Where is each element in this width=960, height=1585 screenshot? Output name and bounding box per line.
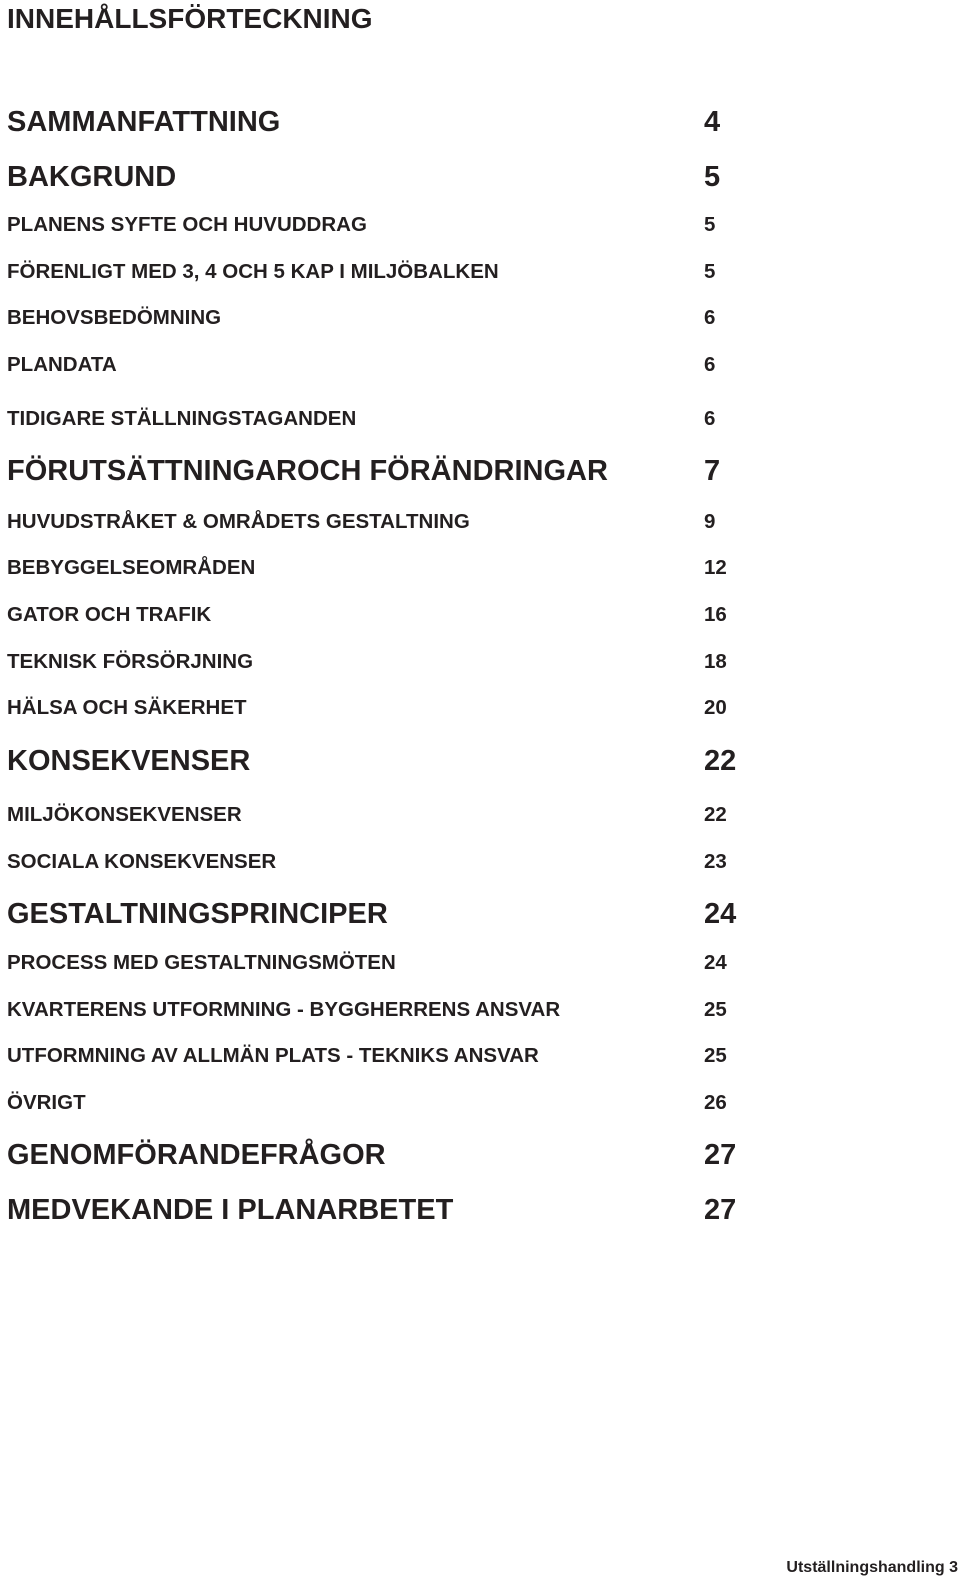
toc-entry[interactable] (7, 205, 747, 245)
toc-entry[interactable] (7, 642, 747, 682)
toc-entry[interactable] (7, 1036, 747, 1076)
toc-entry-page: 26 (704, 1091, 727, 1114)
toc-entry[interactable] (7, 795, 747, 835)
toc-entry-page: 9 (704, 510, 716, 533)
toc-entry-label: KONSEKVENSER (7, 745, 251, 777)
toc-entry[interactable] (7, 548, 747, 588)
page-number: 3 (949, 1559, 958, 1576)
toc-entry[interactable] (7, 943, 747, 983)
toc-entry[interactable] (7, 451, 747, 491)
toc-entry-page: 22 (704, 745, 737, 777)
toc-entry[interactable] (7, 345, 747, 385)
page-footer (786, 1555, 958, 1581)
toc-entry-page: 12 (704, 556, 727, 579)
toc-entry-page: 16 (704, 603, 727, 626)
toc-entry-label: MILJÖKONSEKVENSER (7, 803, 242, 826)
toc-entry-page: 25 (704, 998, 727, 1021)
toc-entry-page: 27 (704, 1194, 737, 1226)
toc-entry-page: 24 (704, 898, 737, 930)
toc-entry-label: PLANDATA (7, 353, 117, 376)
toc-entry-page: 4 (704, 106, 721, 138)
toc-entry-page: 5 (704, 161, 721, 193)
toc-entry-label: HUVUDSTRÅKET & OMRÅDETS GESTALTNING (7, 510, 470, 533)
toc-entry-label: SOCIALA KONSEKVENSER (7, 850, 277, 873)
toc-entry-label: ÖVRIGT (7, 1091, 86, 1114)
toc-entry-label: TEKNISK FÖRSÖRJNING (7, 650, 254, 673)
toc-entry-label: GENOMFÖRANDEFRÅGOR (7, 1139, 386, 1171)
toc-entry[interactable] (7, 157, 747, 197)
toc-entry-label: TIDIGARE STÄLLNINGSTAGANDEN (7, 407, 357, 430)
toc-entry-page: 24 (704, 951, 727, 974)
toc-entry-label: UTFORMNING AV ALLMÄN PLATS - TEKNIKS ANSVAR (7, 1044, 539, 1067)
toc-entry[interactable] (7, 102, 747, 142)
toc-entry[interactable] (7, 894, 747, 934)
toc-entry-label: BAKGRUND (7, 161, 177, 193)
toc-entry[interactable] (7, 990, 747, 1030)
toc-entry-page: 7 (704, 455, 721, 487)
toc-entry[interactable] (7, 1135, 747, 1175)
toc-entry[interactable] (7, 688, 747, 728)
toc-entry-label: HÄLSA OCH SÄKERHET (7, 696, 247, 719)
toc-entry-page: 27 (704, 1139, 737, 1171)
toc-entry-label: FÖRUTSÄTTNINGAROCH FÖRÄNDRINGAR (7, 455, 608, 487)
toc-entry-label: SAMMANFATTNING (7, 106, 281, 138)
toc-entry-label: FÖRENLIGT MED 3, 4 OCH 5 KAP I MILJÖBALKEN (7, 260, 499, 283)
toc-entry[interactable] (7, 842, 747, 882)
toc-entry[interactable] (7, 741, 747, 781)
toc-entry[interactable] (7, 1190, 747, 1230)
toc-entry-page: 5 (704, 260, 716, 283)
toc-entry[interactable] (7, 399, 747, 439)
toc-entry-label: MEDVEKANDE I PLANARBETET (7, 1194, 454, 1226)
toc-entry-label: KVARTERENS UTFORMNING - BYGGHERRENS ANSVAR (7, 998, 561, 1021)
toc-entry[interactable] (7, 298, 747, 338)
toc-entry-page: 6 (704, 353, 716, 376)
toc-entry-page: 23 (704, 850, 727, 873)
toc-entry-label: BEBYGGELSEOMRÅDEN (7, 556, 256, 579)
toc-entry-label: PROCESS MED GESTALTNINGSMÖTEN (7, 951, 396, 974)
toc-entry-label: GATOR OCH TRAFIK (7, 603, 212, 626)
toc-entry-page: 22 (704, 803, 727, 826)
toc-entry[interactable] (7, 502, 747, 542)
toc-entry[interactable] (7, 1083, 747, 1123)
toc-entry[interactable] (7, 595, 747, 635)
toc-entry-label: GESTALTNINGSPRINCIPER (7, 898, 388, 930)
toc-entry-label: BEHOVSBEDÖMNING (7, 306, 222, 329)
toc-entry-page: 5 (704, 213, 716, 236)
document-status: Utställningshandling (786, 1559, 945, 1576)
toc-entry-page: 20 (704, 696, 727, 719)
page-title: INNEHÅLLSFÖRTECKNING (7, 3, 373, 34)
toc-entry-page: 18 (704, 650, 727, 673)
toc-entry-page: 6 (704, 407, 716, 430)
toc-entry-page: 25 (704, 1044, 727, 1067)
toc-entry-page: 6 (704, 306, 716, 329)
toc-entry[interactable] (7, 252, 747, 292)
toc-entry-label: PLANENS SYFTE OCH HUVUDDRAG (7, 213, 367, 236)
